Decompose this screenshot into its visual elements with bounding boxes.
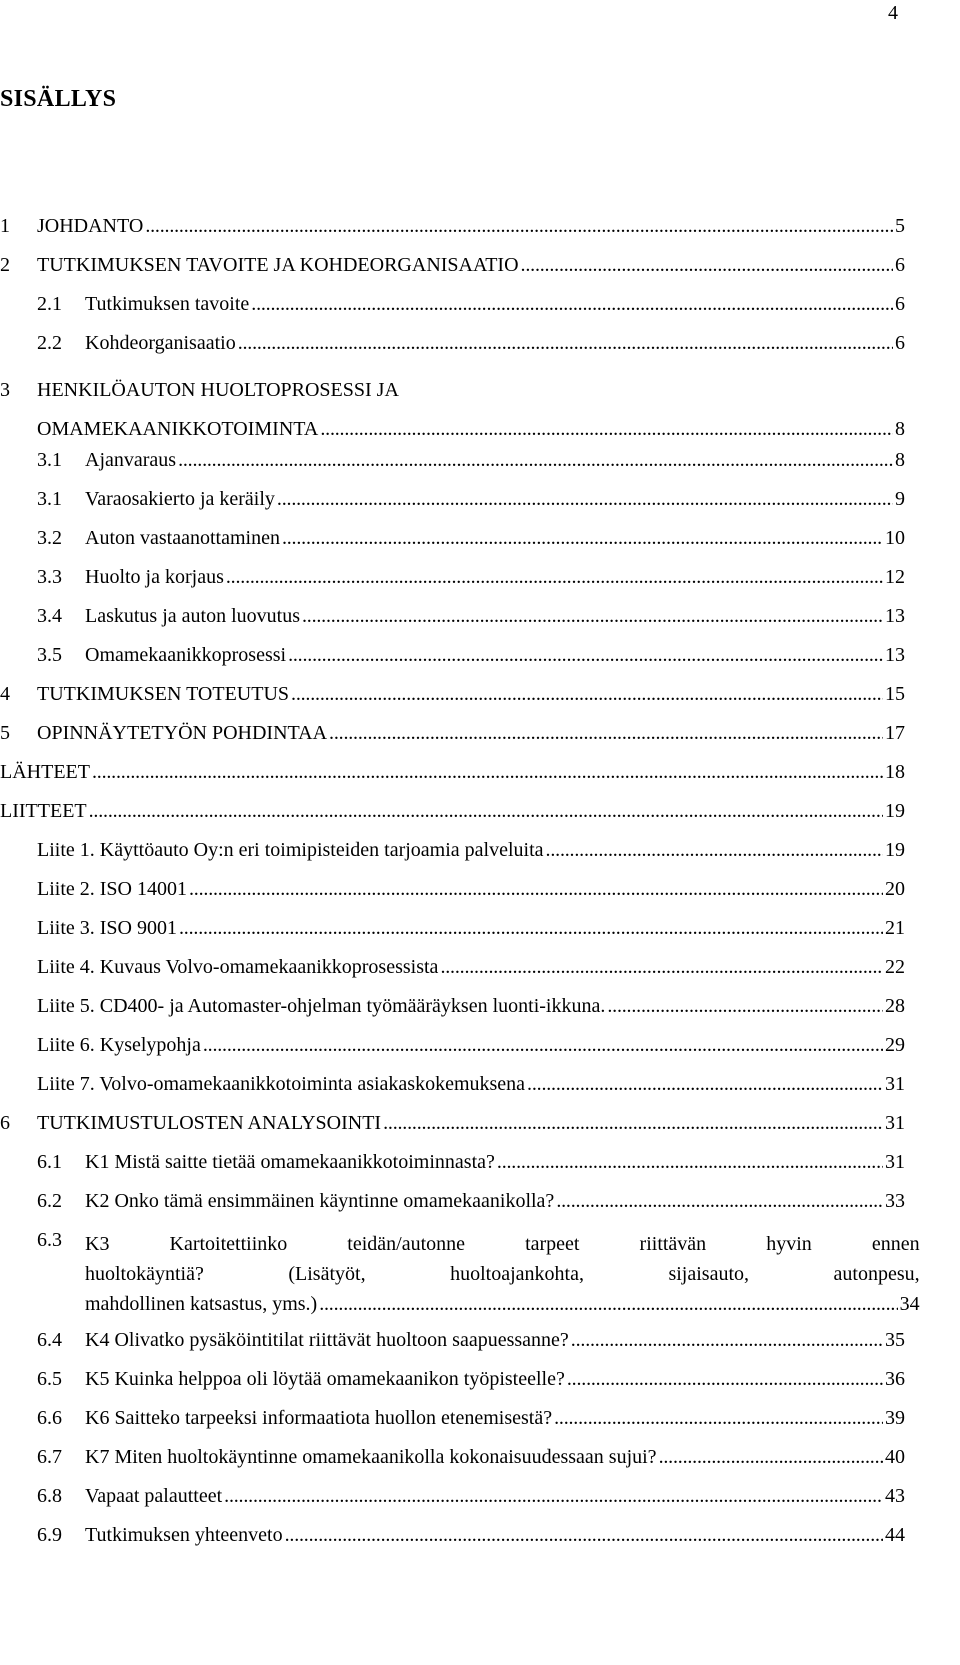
dot-leader bbox=[320, 410, 893, 449]
toc-entry-number: 6.5 bbox=[37, 1368, 62, 1390]
toc-entry[interactable] bbox=[0, 449, 905, 488]
toc-entry-number: 4 bbox=[0, 683, 10, 705]
toc-entry-number: 5 bbox=[0, 722, 10, 744]
toc-entry[interactable] bbox=[0, 644, 905, 683]
toc-entry-page: 19 bbox=[885, 839, 905, 861]
toc-entry-number: 6.3 bbox=[37, 1229, 62, 1251]
toc-entry-number: 3.3 bbox=[37, 566, 62, 588]
dot-leader bbox=[178, 449, 893, 472]
toc-entry-page: 43 bbox=[885, 1485, 905, 1507]
toc-entry-number: 6.4 bbox=[37, 1329, 62, 1351]
toc-entry[interactable] bbox=[0, 254, 905, 293]
toc-entry-title: Tutkimuksen yhteenveto bbox=[85, 1524, 283, 1546]
toc-entry-page: 31 bbox=[885, 1073, 905, 1095]
toc-entry-title: K5 Kuinka helppoa oli löytää omamekaanikon työpisteelle? bbox=[85, 1368, 565, 1390]
dot-leader bbox=[92, 761, 883, 784]
dot-leader bbox=[567, 1368, 883, 1391]
toc-entry-title: K7 Miten huoltokäyntinne omamekaanikolla kokonaisuudessaan sujui? bbox=[85, 1446, 657, 1468]
dot-leader bbox=[607, 995, 883, 1018]
toc-entry[interactable] bbox=[0, 722, 905, 761]
toc-entry[interactable] bbox=[0, 1524, 905, 1563]
toc-entry-number: 3.4 bbox=[37, 605, 62, 627]
dot-leader bbox=[89, 800, 883, 823]
toc-entry-page: 40 bbox=[885, 1446, 905, 1468]
dot-leader bbox=[571, 1329, 883, 1352]
toc-entry[interactable] bbox=[0, 605, 905, 644]
toc-entry-page: 31 bbox=[885, 1112, 905, 1134]
page-number: 4 bbox=[888, 2, 898, 24]
toc-entry-page: 13 bbox=[885, 605, 905, 627]
toc-entry-page: 10 bbox=[885, 527, 905, 549]
dot-leader bbox=[527, 1073, 883, 1096]
toc-entry[interactable] bbox=[0, 371, 905, 449]
toc-entry-title: K1 Mistä saitte tietää omamekaanikkotoiminnasta? bbox=[85, 1151, 495, 1173]
toc-entry[interactable] bbox=[0, 761, 905, 800]
toc-entry-number: 6 bbox=[0, 1112, 10, 1134]
dot-leader bbox=[288, 644, 883, 667]
toc-entry-page: 17 bbox=[885, 722, 905, 744]
dot-leader bbox=[521, 254, 893, 277]
toc-entry-number: 3.1 bbox=[37, 449, 62, 471]
toc-entry-title: Kohdeorganisaatio bbox=[85, 332, 236, 354]
toc-entry-number: 3.2 bbox=[37, 527, 62, 549]
toc-entry-title: Vapaat palautteet bbox=[85, 1485, 223, 1507]
toc-entry-appendix[interactable] bbox=[0, 1073, 905, 1112]
toc-entry-appendix[interactable] bbox=[0, 995, 905, 1034]
toc-entry[interactable] bbox=[0, 1151, 905, 1190]
toc-entry[interactable] bbox=[0, 1485, 905, 1524]
toc-entry-number: 6.1 bbox=[37, 1151, 62, 1173]
toc-entry-title: Huolto ja korjaus bbox=[85, 566, 224, 588]
toc-entry-title: Laskutus ja auton luovutus bbox=[85, 605, 300, 627]
dot-leader bbox=[226, 566, 883, 589]
toc-entry-title: K6 Saitteko tarpeeksi informaatiota huollon etenemisestä? bbox=[85, 1407, 553, 1429]
dot-leader bbox=[238, 332, 893, 355]
toc-entry-page: 39 bbox=[885, 1407, 905, 1429]
toc-entry-page: 22 bbox=[885, 956, 905, 978]
toc-entry-title: K4 Olivatko pysäköintitilat riittävät huoltoon saapuessanne? bbox=[85, 1329, 569, 1351]
toc-entry-title: Varaosakierto ja keräily bbox=[85, 488, 275, 510]
toc-entry-number: 1 bbox=[0, 215, 10, 237]
toc-entry-number: 6.7 bbox=[37, 1446, 62, 1468]
dot-leader bbox=[546, 839, 883, 862]
toc-entry-title: Liite 4. Kuvaus Volvo-omamekaanikkoprosessista bbox=[37, 956, 439, 978]
toc-entry[interactable] bbox=[0, 1368, 905, 1407]
toc-entry-title: TUTKIMUKSEN TOTEUTUS bbox=[37, 683, 290, 705]
toc-entry-title-continued: OMAMEKAANIKKOTOIMINTA bbox=[37, 418, 319, 440]
toc-entry-title-continued: huoltokäyntiä? (Lisätyöt, huoltoajankohta, sijaisauto, autonpesu, bbox=[85, 1263, 920, 1285]
toc-entry-title: Ajanvaraus bbox=[85, 449, 177, 471]
toc-entry-page: 44 bbox=[885, 1524, 905, 1546]
dot-leader bbox=[440, 956, 883, 979]
dot-leader bbox=[189, 878, 883, 901]
toc-entry[interactable] bbox=[0, 1190, 905, 1229]
toc-entry-page: 6 bbox=[895, 293, 905, 315]
toc-entry[interactable] bbox=[0, 293, 905, 332]
toc-entry-title-continued: mahdollinen katsastus, yms.) bbox=[85, 1293, 318, 1315]
dot-leader bbox=[659, 1446, 883, 1469]
dot-leader bbox=[203, 1034, 883, 1057]
dot-leader bbox=[291, 683, 883, 706]
toc-entry-number: 3.1 bbox=[37, 488, 62, 510]
toc-entry-number: 3 bbox=[0, 379, 10, 401]
toc-entry-title: TUTKIMUSTULOSTEN ANALYSOINTI bbox=[37, 1112, 382, 1134]
dot-leader bbox=[302, 605, 883, 628]
toc-entry-title: Liite 1. Käyttöauto Oy:n eri toimipisteiden tarjoamia palveluita bbox=[37, 839, 544, 861]
toc-entry-number: 6.2 bbox=[37, 1190, 62, 1212]
toc-entry-title: K2 Onko tämä ensimmäinen käyntinne omamekaanikolla? bbox=[85, 1190, 555, 1212]
toc-entry[interactable] bbox=[0, 488, 905, 527]
toc-entry-number: 6.6 bbox=[37, 1407, 62, 1429]
toc-entry-title: Auton vastaanottaminen bbox=[85, 527, 280, 549]
toc-entry[interactable] bbox=[0, 566, 905, 605]
toc-entry[interactable] bbox=[0, 527, 905, 566]
dot-leader bbox=[329, 722, 883, 745]
toc-entry[interactable] bbox=[0, 1407, 905, 1446]
dot-leader bbox=[145, 215, 893, 238]
toc-entry-page: 19 bbox=[885, 800, 905, 822]
toc-entry-number: 3.5 bbox=[37, 644, 62, 666]
toc-entry-page: 33 bbox=[885, 1190, 905, 1212]
toc-entry-page: 20 bbox=[885, 878, 905, 900]
toc-entry-page: 29 bbox=[885, 1034, 905, 1056]
toc-entry-title: Liite 5. CD400- ja Automaster-ohjelman työmääräyksen luonti-ikkuna. bbox=[37, 995, 606, 1017]
dot-leader bbox=[282, 527, 883, 550]
dot-leader bbox=[554, 1407, 883, 1430]
toc-entry-title: OPINNÄYTETYÖN POHDINTAA bbox=[37, 722, 328, 744]
toc-entry[interactable] bbox=[0, 800, 905, 839]
toc-entry-page: 31 bbox=[885, 1151, 905, 1173]
toc-entry-appendix[interactable] bbox=[0, 878, 905, 917]
toc-entry-title: TUTKIMUKSEN TAVOITE JA KOHDEORGANISAATIO bbox=[37, 254, 519, 276]
toc-entry-title: LIITTEET bbox=[0, 800, 87, 822]
dot-leader bbox=[383, 1112, 883, 1135]
toc-entry-page: 5 bbox=[895, 215, 905, 237]
toc-entry-page: 28 bbox=[885, 995, 905, 1017]
toc-title: SISÄLLYS bbox=[0, 86, 117, 112]
dot-leader bbox=[285, 1524, 883, 1547]
toc-entry-title: Liite 2. ISO 14001 bbox=[37, 878, 187, 900]
toc-entry-page: 15 bbox=[885, 683, 905, 705]
toc-entry-number: 6.9 bbox=[37, 1524, 62, 1546]
toc-entry-page: 6 bbox=[895, 332, 905, 354]
toc-entry-page: 35 bbox=[885, 1329, 905, 1351]
toc-entry[interactable] bbox=[0, 1329, 905, 1368]
toc-entry[interactable] bbox=[0, 1229, 920, 1329]
toc-entry-title: HENKILÖAUTON HUOLTOPROSESSI JA bbox=[37, 379, 399, 401]
toc-entry[interactable] bbox=[0, 683, 905, 722]
toc-entry-page: 8 bbox=[895, 418, 905, 440]
dot-leader bbox=[251, 293, 893, 316]
toc-entry-title: Tutkimuksen tavoite bbox=[85, 293, 250, 315]
toc-entry-page: 8 bbox=[895, 449, 905, 471]
toc-entry[interactable] bbox=[0, 215, 905, 254]
toc-entry-page: 9 bbox=[895, 488, 905, 510]
toc-entry-appendix[interactable] bbox=[0, 956, 905, 995]
toc-entry-title: Liite 3. ISO 9001 bbox=[37, 917, 177, 939]
toc-entry-appendix[interactable] bbox=[0, 839, 905, 878]
dot-leader bbox=[224, 1485, 883, 1508]
toc-entry-title: LÄHTEET bbox=[0, 761, 90, 783]
toc-entry-title: K3 Kartoitettiinko teidän/autonne tarpeet riittävän hyvin ennen bbox=[85, 1233, 920, 1255]
toc-entry-number: 6.8 bbox=[37, 1485, 62, 1507]
toc-entry-page: 13 bbox=[885, 644, 905, 666]
dot-leader bbox=[277, 488, 893, 511]
toc-entry[interactable] bbox=[0, 332, 905, 371]
toc-entry-page: 12 bbox=[885, 566, 905, 588]
toc-entry[interactable] bbox=[0, 1446, 905, 1485]
toc-entry-title: JOHDANTO bbox=[37, 215, 144, 237]
table-of-contents bbox=[0, 215, 920, 1563]
toc-entry[interactable] bbox=[0, 1112, 905, 1151]
toc-entry-page: 34 bbox=[899, 1293, 920, 1315]
toc-entry-appendix[interactable] bbox=[0, 917, 905, 956]
toc-entry-number: 2.2 bbox=[37, 332, 62, 354]
toc-entry-number: 2 bbox=[0, 254, 10, 276]
dot-leader bbox=[556, 1190, 883, 1213]
dot-leader bbox=[497, 1151, 883, 1174]
dot-leader bbox=[179, 917, 883, 940]
toc-entry-page: 21 bbox=[885, 917, 905, 939]
toc-entry-page: 6 bbox=[895, 254, 905, 276]
toc-entry-page: 36 bbox=[885, 1368, 905, 1390]
toc-entry-appendix[interactable] bbox=[0, 1034, 905, 1073]
toc-entry-title: Omamekaanikkoprosessi bbox=[85, 644, 287, 666]
toc-entry-title: Liite 7. Volvo-omamekaanikkotoiminta asiakaskokemuksena bbox=[37, 1073, 526, 1095]
toc-entry-number: 2.1 bbox=[37, 293, 62, 315]
dot-leader bbox=[319, 1289, 897, 1319]
toc-entry-page: 18 bbox=[885, 761, 905, 783]
toc-entry-title: Liite 6. Kyselypohja bbox=[37, 1034, 201, 1056]
